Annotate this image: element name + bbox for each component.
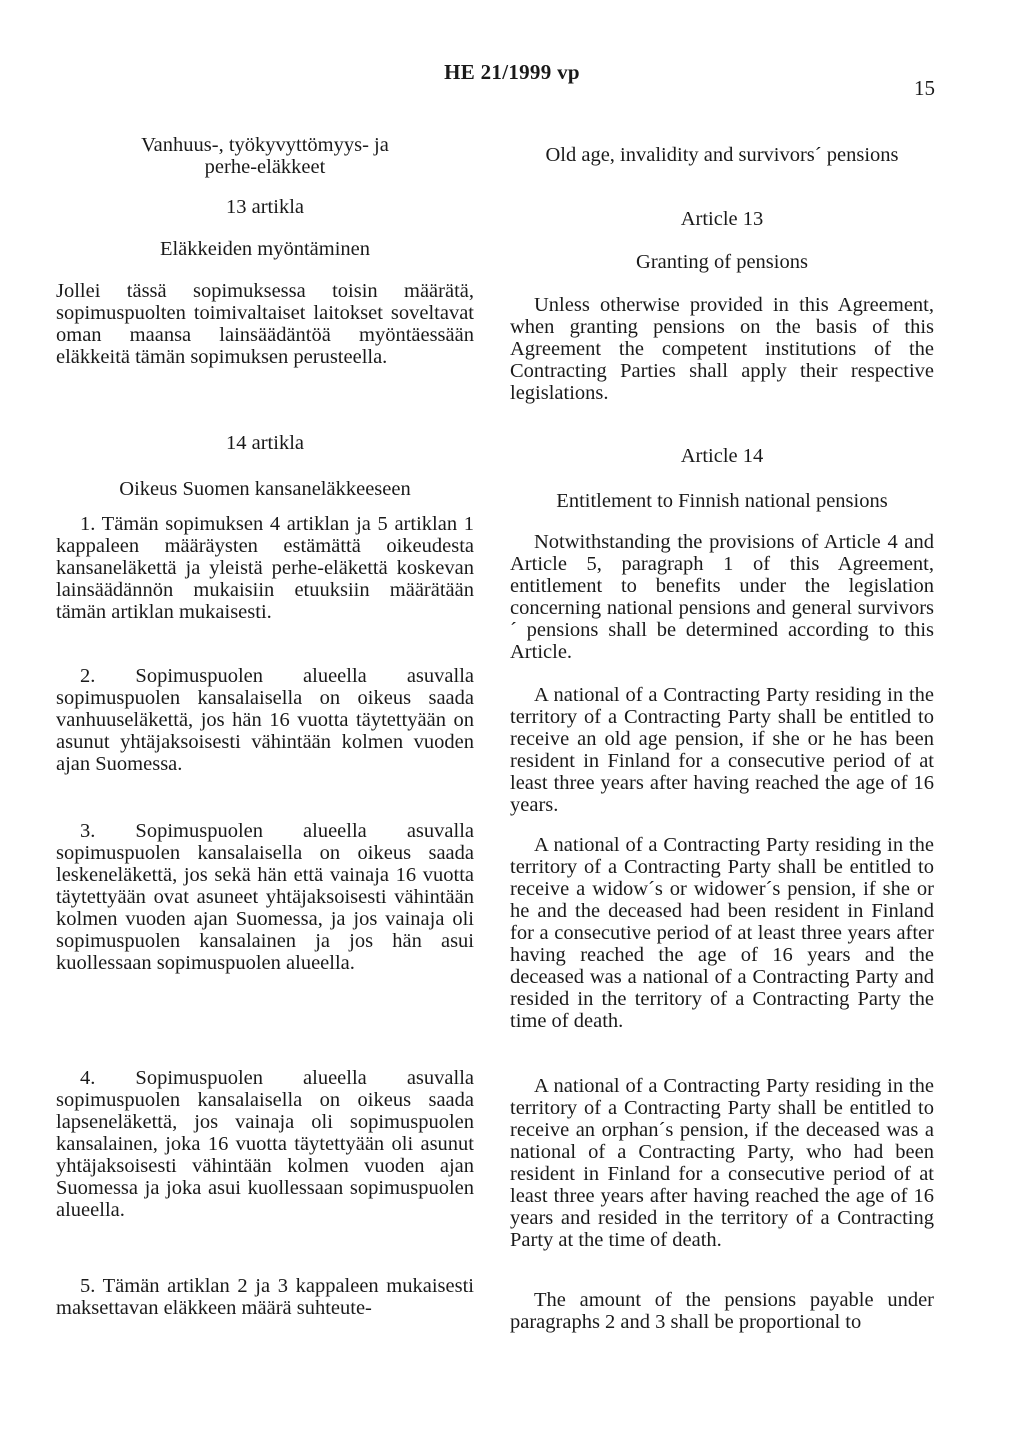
en-paragraph-4: A national of a Contracting Party residing in the territory of a Contracting Party shall be entitled to receive an orphan´s pension, if the deceased was a national of a Contracting Party, who had been resident in Finland for a consecutive period of at least three years after having reached the age of 16 years and resided in the territory of a Contracting Party at the time of death. — [510, 1075, 934, 1251]
fi-section-title — [56, 134, 474, 178]
en-section-title: Old age, invalidity and survivors´ pensions — [545, 144, 899, 166]
en-article-13-number: Article 13 — [680, 208, 764, 230]
en-article-13-text: Unless otherwise provided in this Agreement, when granting pensions on the basis of this Agreement the competent institutions of the Contracting Parties shall apply their respective legislations. — [510, 294, 934, 404]
fi-article-14-number: 14 artikla — [226, 432, 304, 454]
fi-article-13-number: 13 artikla — [226, 196, 304, 218]
en-paragraph-3: A national of a Contracting Party residing in the territory of a Contracting Party shall be entitled to receive a widow´s or widower´s pension, if she or he and the deceased had been resident in Finland for a consecutive period of at least three years after having reached the age of 16 years and the deceased was a national of a Contracting Party and resided in the territory of a Contracting Party the time of death. — [510, 834, 934, 1032]
fi-paragraph-4: 4. Sopimuspuolen alueella asuvalla sopimuspuolen kansalaisella on oikeus saada lapseneläkettä, jos vainaja oli sopimuspuolen kansalainen, joka 16 vuotta täytettyään oli asunut yhtäjaksoisesti vähintään kolmen vuoden ajan Suomessa ja joka asui kuollessaan sopimuspuolen alueella. — [56, 1067, 474, 1221]
fi-article-14-title: Oikeus Suomen kansaneläkkeeseen — [119, 478, 411, 500]
fi-paragraph-2: 2. Sopimuspuolen alueella asuvalla sopimuspuolen kansalaisella on oikeus saada vanhuuseläkettä, jos hän 16 vuotta täytettyään on asunut yhtäjaksoisesti vähintään kolmen vuoden ajan Suomessa. — [56, 665, 474, 775]
en-article-14-title: Entitlement to Finnish national pensions — [556, 490, 888, 512]
fi-paragraph-5: 5. Tämän artiklan 2 ja 3 kappaleen mukaisesti maksettavan eläkkeen määrä suhteute- — [56, 1275, 474, 1319]
fi-article-13-title: Eläkkeiden myöntäminen — [159, 238, 371, 260]
fi-section-title-line2: perhe-eläkkeet — [204, 156, 326, 178]
fi-paragraph-3: 3. Sopimuspuolen alueella asuvalla sopimuspuolen kansalaisella on oikeus saada leskeneläkettä, jos sekä hän että vainaja 16 vuotta täytettyään ovat asuneet yhtäjaksoisesti vähintään kolmen vuoden ajan Suomessa, ja jos vainaja oli sopimuspuolen kansalainen ja jos hän asui kuollessaan sopimuspuolen alueella. — [56, 820, 474, 974]
en-article-13-title: Granting of pensions — [636, 251, 808, 273]
page-number: 15 — [914, 76, 935, 100]
en-paragraph-5: The amount of the pensions payable under paragraphs 2 and 3 shall be proportional to — [510, 1289, 934, 1333]
fi-paragraph-1: 1. Tämän sopimuksen 4 artiklan ja 5 artiklan 1 kappaleen määräysten estämättä oikeudesta kansaneläkettä ja yleistä perhe-eläkettä koskevan lainsäädännön mukaisiin etuuksiin määrätään tämän artiklan mukaisesti. — [56, 513, 474, 623]
fi-section-title-line1: Vanhuus-, työkyvyttömyys- ja — [141, 134, 389, 156]
en-paragraph-1: Notwithstanding the provisions of Article 4 and Article 5, paragraph 1 of this Agreement, entitlement to benefits under the legislation concerning national pensions and general survivors´ pensions shall be determined according to this Article. — [510, 531, 934, 663]
en-paragraph-2: A national of a Contracting Party residing in the territory of a Contracting Party shall be entitled to receive an old age pension, if she or he has been resident in Finland for a consecutive period of at least three years after having reached the age of 16 years. — [510, 684, 934, 816]
en-article-14-number: Article 14 — [680, 445, 764, 467]
document-header: HE 21/1999 vp — [444, 60, 580, 84]
fi-article-13-text: Jollei tässä sopimuksessa toisin määrätä, sopimuspuolten toimivaltaiset laitokset soveltavat oman maansa lainsäädäntöä myöntäessään eläkkeitä tämän sopimuksen perusteella. — [56, 280, 474, 368]
